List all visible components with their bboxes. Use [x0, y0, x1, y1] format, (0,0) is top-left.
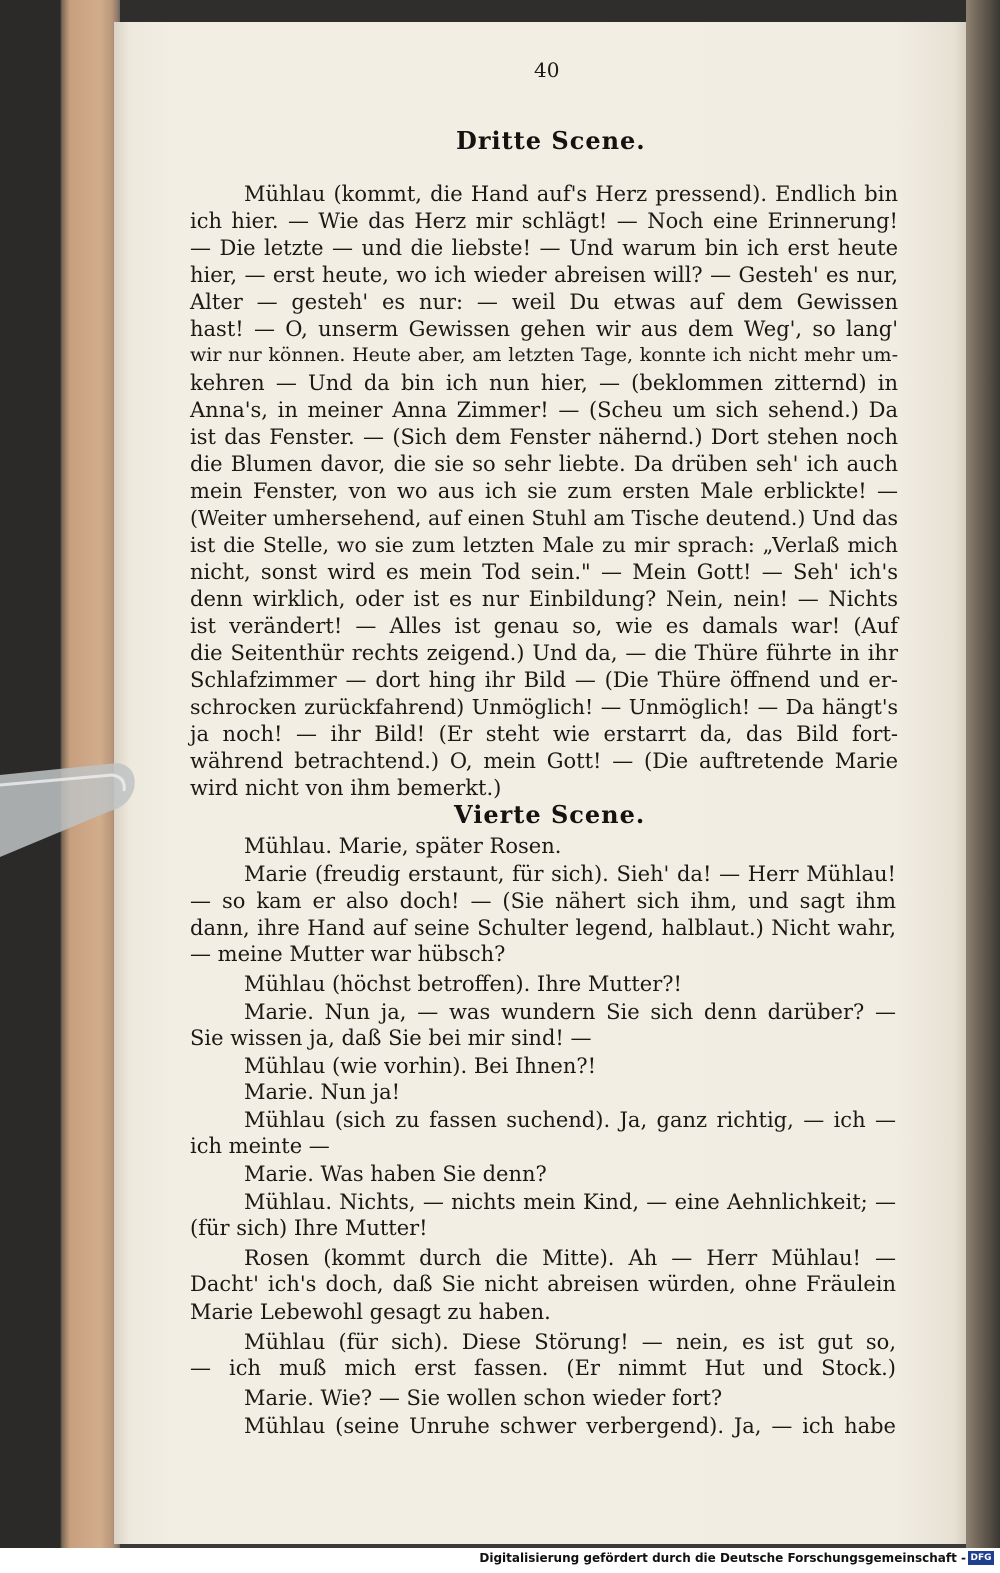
- scene3-line: schrocken zurückfahrend) Unmöglich! — Unmöglich! — Da hängt's: [190, 695, 898, 719]
- scene4-line: Mühlau (sich zu fassen suchend). Ja, ganz richtig, — ich —: [244, 1108, 896, 1132]
- scene4-line: — meine Mutter war hübsch?: [190, 942, 506, 966]
- scene-heading-dritte: Dritte Scene.: [456, 126, 646, 155]
- page-number: 40: [534, 58, 560, 82]
- scene3-line: nicht, sonst wird es mein Tod sein." — Mein Gott! — Seh' ich's: [190, 560, 898, 584]
- scene3-line: die Seitenthür rechts zeigend.) Und da, — die Thüre führte in ihr: [190, 641, 898, 665]
- scene4-line: Marie. Nun ja, — was wundern Sie sich denn darüber? —: [244, 1000, 896, 1024]
- scene4-line: Marie. Nun ja!: [244, 1080, 401, 1104]
- dfg-logo-icon: DFG: [968, 1551, 994, 1565]
- scene3-line: Schlafzimmer — dort hing ihr Bild — (Die Thüre öffnend und er-: [190, 668, 898, 692]
- scene3-line: die Blumen davor, die sie so sehr liebte. Da drüben seh' ich auch: [190, 452, 898, 476]
- scene3-line: Alter — gesteh' es nur: — weil Du etwas auf dem Gewissen: [190, 290, 898, 314]
- scene3-line: mein Fenster, von wo aus ich sie zum ersten Male erblickte! —: [190, 479, 898, 503]
- scene3-line: hier, — erst heute, wo ich wieder abreisen will? — Gesteh' es nur,: [190, 263, 898, 287]
- scene4-line: Dacht' ich's doch, daß Sie nicht abreisen würden, ohne Fräulein: [190, 1272, 896, 1296]
- scene3-line: hast! — O, unserm Gewissen gehen wir aus dem Weg', so lang': [190, 317, 898, 341]
- scene4-line: Mühlau. Marie, später Rosen.: [244, 834, 562, 858]
- scene4-line: Marie. Was haben Sie denn?: [244, 1162, 547, 1186]
- scene3-line: ich hier. — Wie das Herz mir schlägt! — Noch eine Erinnerung!: [190, 209, 898, 233]
- scene3-line: ist die Stelle, wo sie zum letzten Male zu mir sprach: „Verlaß mich: [190, 533, 898, 557]
- scene4-line: — ich muß mich erst fassen. (Er nimmt Hut und Stock.): [190, 1356, 896, 1380]
- scene3-line: Anna's, in meiner Anna Zimmer! — (Scheu um sich sehend.) Da: [190, 398, 898, 422]
- scene3-line: denn wirklich, oder ist es nur Einbildung? Nein, nein! — Nichts: [190, 587, 898, 611]
- scene4-line: Mühlau (höchst betroffen). Ihre Mutter?!: [244, 972, 682, 996]
- scene-heading-vierte: Vierte Scene.: [454, 800, 646, 829]
- scene4-line: Sie wissen ja, daß Sie bei mir sind! —: [190, 1026, 592, 1050]
- book-right-edge: [966, 0, 1000, 1573]
- scene4-line: Mühlau (seine Unruhe schwer verbergend). Ja, — ich habe: [244, 1414, 896, 1438]
- scene3-line: ist das Fenster. — (Sich dem Fenster nähernd.) Dort stehen noch: [190, 425, 898, 449]
- scene3-line: wir nur können. Heute aber, am letzten Tage, konnte ich nicht mehr um-: [190, 344, 898, 366]
- scene4-line: Rosen (kommt durch die Mitte). Ah — Herr Mühlau! —: [244, 1246, 896, 1270]
- footer-credit: Digitalisierung gefördert durch die Deutsche Forschungsgemeinschaft -: [479, 1551, 966, 1565]
- scene3-line: ja noch! — ihr Bild! (Er steht wie erstarrt da, das Bild fort-: [190, 722, 898, 746]
- scene4-line: Mühlau (wie vorhin). Bei Ihnen?!: [244, 1054, 597, 1078]
- scene4-line: Marie. Wie? — Sie wollen schon wieder fort?: [244, 1386, 723, 1410]
- scene4-line: Mühlau. Nichts, — nichts mein Kind, — eine Aehnlichkeit; —: [244, 1190, 896, 1214]
- scene4-line: dann, ihre Hand auf seine Schulter legend, halblaut.) Nicht wahr,: [190, 916, 896, 940]
- scene3-line: Mühlau (kommt, die Hand auf's Herz pressend). Endlich bin: [244, 182, 898, 206]
- book-left-edge: [0, 0, 120, 1573]
- scene4-line: Marie (freudig erstaunt, für sich). Sieh' da! — Herr Mühlau!: [244, 862, 896, 886]
- scene3-line: ist verändert! — Alles ist genau so, wie es damals war! (Auf: [190, 614, 898, 638]
- scene4-line: — so kam er also doch! — (Sie nähert sich ihm, und sagt ihm: [190, 889, 896, 913]
- scene3-line: (Weiter umhersehend, auf einen Stuhl am Tische deutend.) Und das: [190, 506, 898, 530]
- scene4-line: Mühlau (für sich). Diese Störung! — nein, es ist gut so,: [244, 1330, 896, 1354]
- scene3-line: während betrachtend.) O, mein Gott! — (Die auftretende Marie: [190, 749, 898, 773]
- scene4-line: Marie Lebewohl gesagt zu haben.: [190, 1300, 551, 1324]
- scene3-line: — Die letzte — und die liebste! — Und warum bin ich erst heute: [190, 236, 898, 260]
- scene3-line: kehren — Und da bin ich nun hier, — (beklommen zitternd) in: [190, 371, 898, 395]
- book-page: [114, 22, 966, 1544]
- scene4-line: (für sich) Ihre Mutter!: [190, 1216, 428, 1240]
- scanner-backdrop-top: [0, 0, 1000, 22]
- scene3-line: wird nicht von ihm bemerkt.): [190, 776, 502, 800]
- scene4-line: ich meinte —: [190, 1134, 330, 1158]
